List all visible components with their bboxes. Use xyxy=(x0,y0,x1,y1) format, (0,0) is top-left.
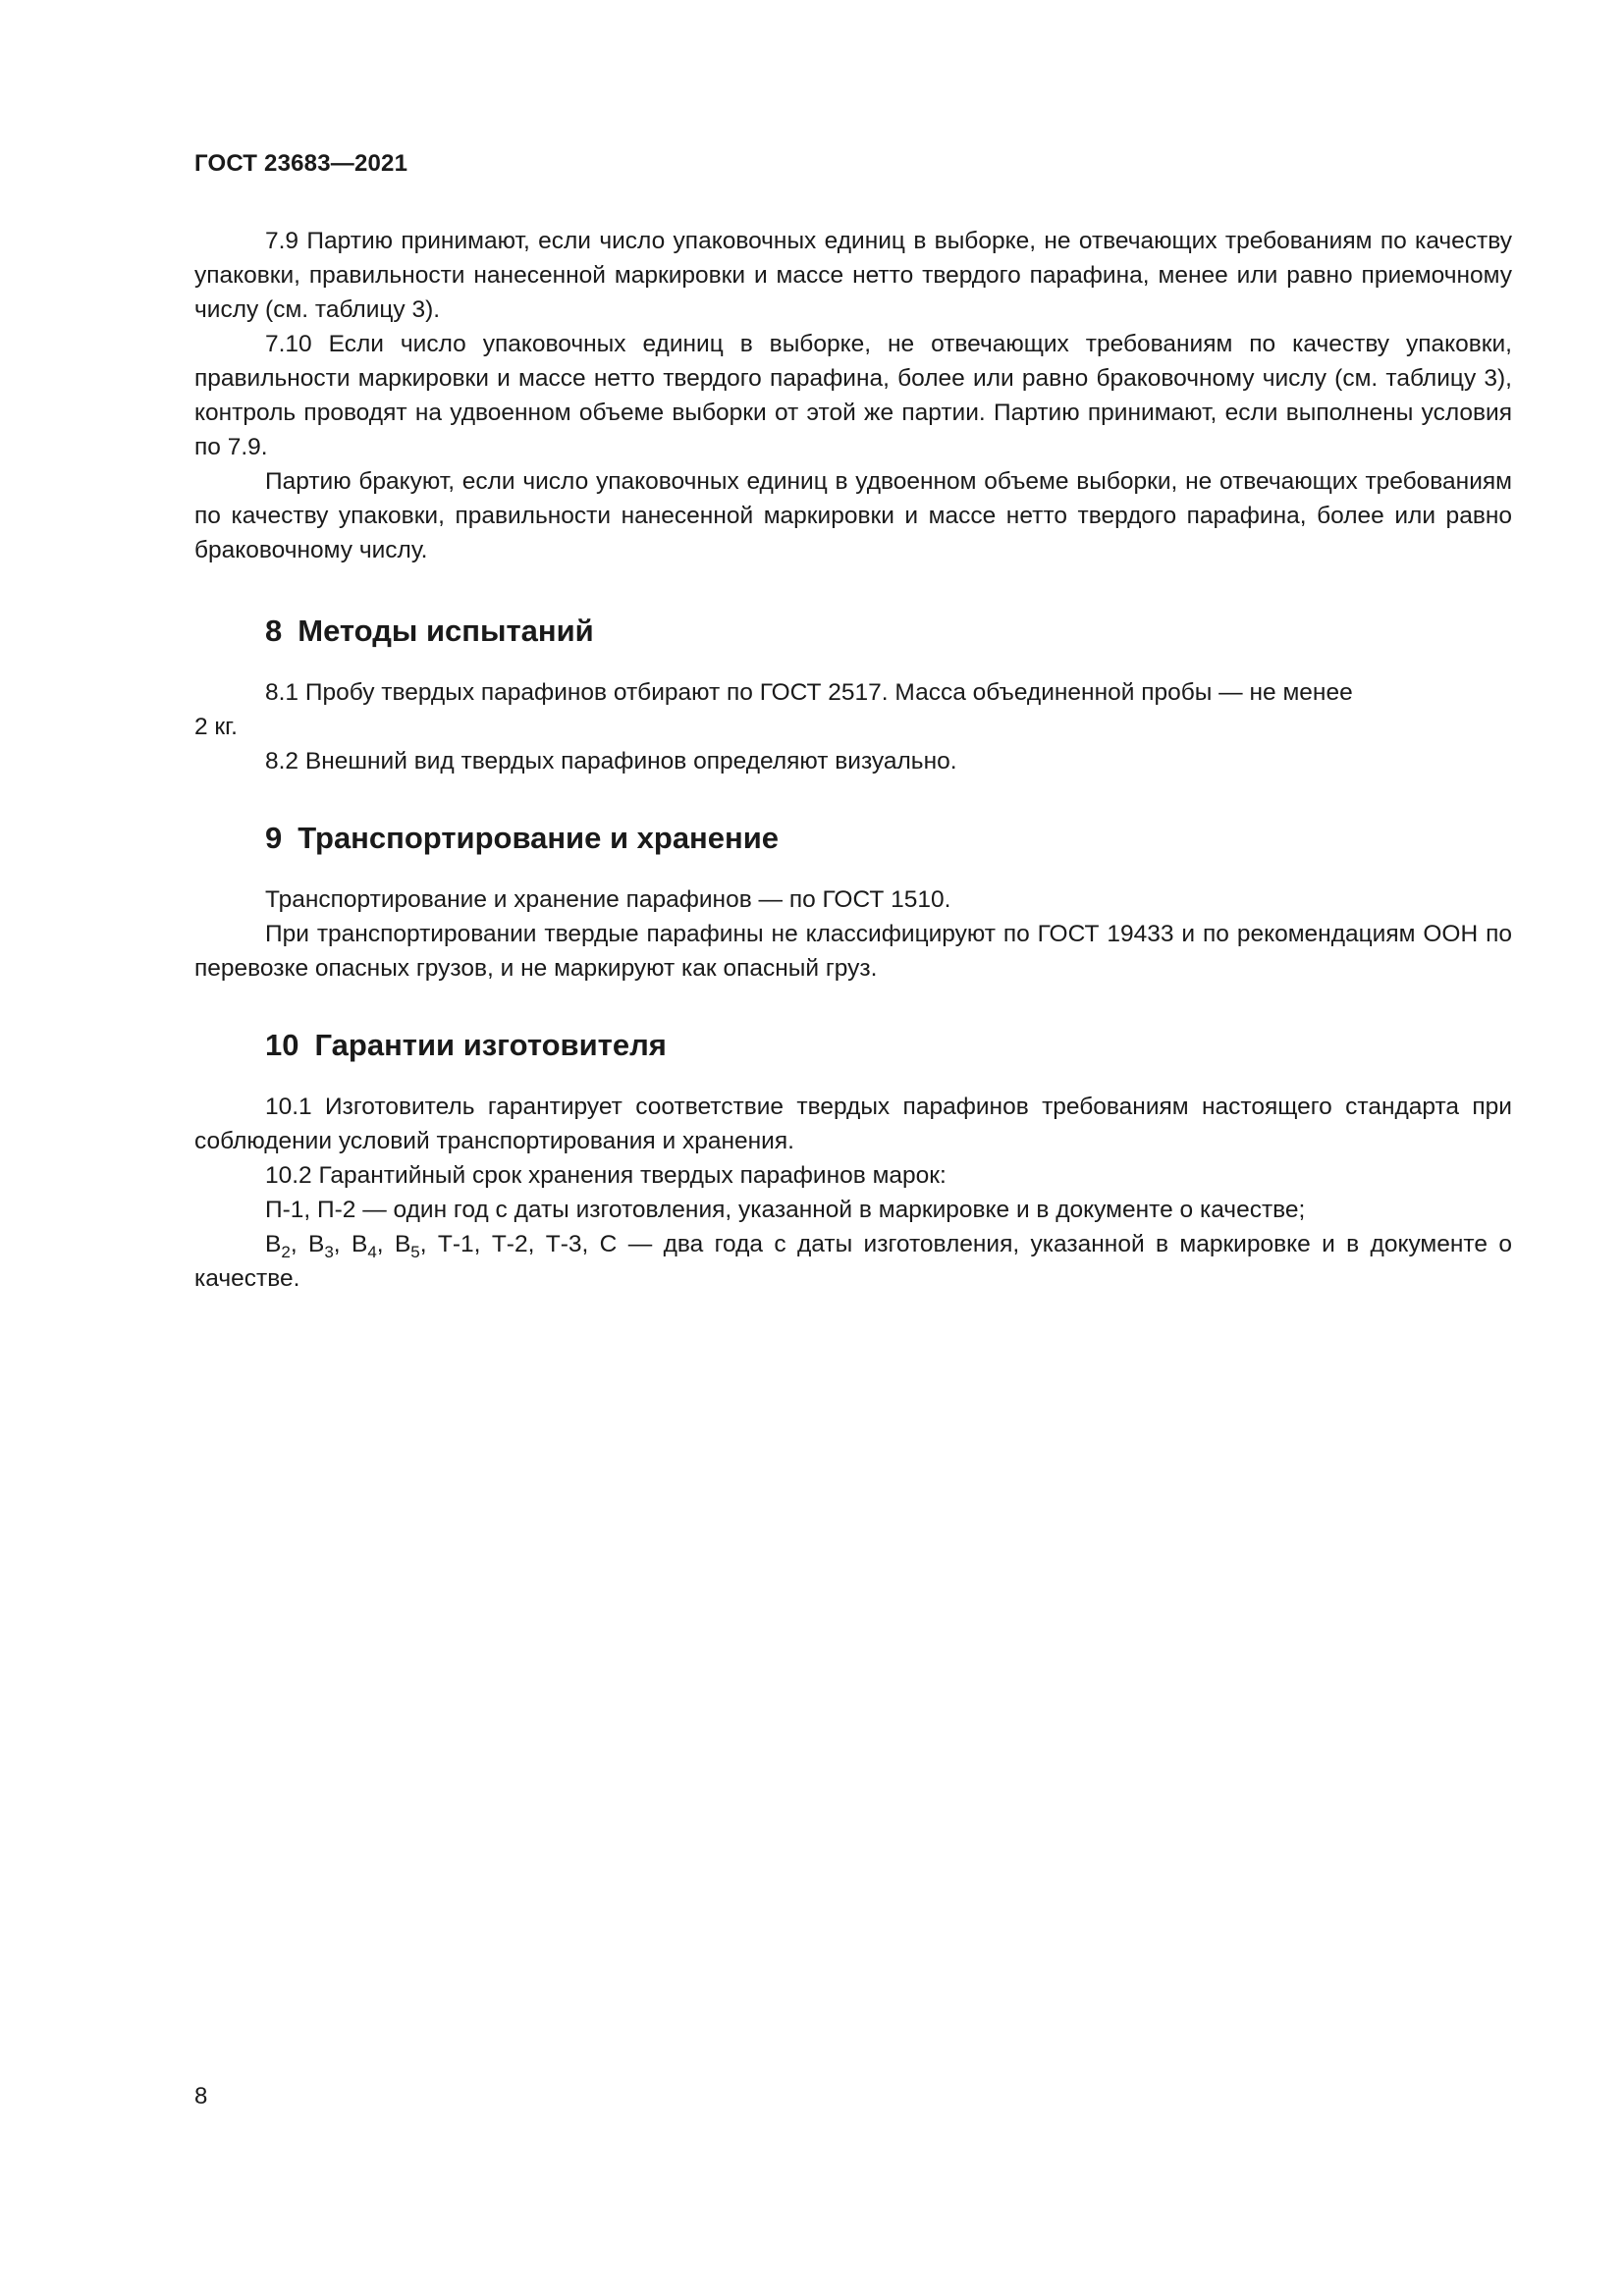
section-10-heading xyxy=(194,1026,1512,1065)
document-header: ГОСТ 23683—2021 xyxy=(194,150,408,177)
paragraph-9-1: Транспортирование и хранение парафинов — по ГОСТ 1510. xyxy=(265,886,951,913)
grade-b3: $В_3$ xyxy=(307,1231,334,1261)
paragraph-9-2: При транспортировании твердые парафины не классифицируют по ГОСТ 19433 и по рекомендациям ООН по перевозке опасных грузов, и не маркируют как опасный груз. xyxy=(194,921,1512,982)
section-8-number: 8 xyxy=(265,614,283,648)
document-body xyxy=(194,224,1512,1296)
paragraph-7-9: 7.9 Партию принимают, если число упаковочных единиц в выборке, не отвечающих требованиям по качеству упаковки, правильности нанесенной маркировки и массе нетто твердого парафина, менее или равно приемочному числу (см. таблицу 3). xyxy=(194,228,1512,323)
section-10-number: 10 xyxy=(265,1028,299,1062)
grade-b4: $В_4$ xyxy=(351,1231,377,1261)
grades-remainder: , Т-1, Т-2, Т-3, С — два года с даты изготовления, указанной в маркировке и в документе о качестве. xyxy=(194,1231,1512,1292)
section-8-title: Методы испытаний xyxy=(298,614,594,648)
section-9-title: Транспортирование и хранение xyxy=(298,821,780,855)
paragraph-8-2: 8.2 Внешний вид твердых парафинов определяют визуально. xyxy=(265,748,957,774)
paragraph-7-10-reject: Партию бракуют, если число упаковочных единиц в удвоенном объеме выборки, не отвечающих требованиям по качеству упаковки, правильности нанесенной маркировки и массе нетто твердого парафина, более или равно браковочному числу. xyxy=(194,468,1512,563)
section-9-number: 9 xyxy=(265,821,283,855)
paragraph-10-1: 10.1 Изготовитель гарантирует соответствие твердых парафинов требованиям настоящего стандарта при соблюдении условий транспортирования и хранения. xyxy=(194,1094,1512,1154)
paragraph-10-2: 10.2 Гарантийный срок хранения твердых парафинов марок: xyxy=(265,1162,947,1189)
section-8-heading xyxy=(194,612,1512,651)
paragraph-7-10: 7.10 Если число упаковочных единиц в выборке, не отвечающих требованиям по качеству упаковки, правильности маркировки и массе нетто твердого парафина, более или равно браковочному числу (см. таблицу 3), контроль проводят на удвоенном объеме выборки от этой же партии. Партию принимают, если выполнены условия по 7.9. xyxy=(194,331,1512,460)
paragraph-10-2-p-grades: П-1, П-2 — один год с даты изготовления, указанной в маркировке и в документе о качестве; xyxy=(265,1197,1306,1223)
paragraph-8-1: 8.1 Пробу твердых парафинов отбирают по ГОСТ 2517. Масса объединенной пробы — не менее xyxy=(265,679,1353,706)
section-9-heading xyxy=(194,819,1512,858)
grade-b5: $В_5$ xyxy=(394,1231,420,1261)
grade-b2: $В_2$ xyxy=(265,1231,291,1261)
paragraph-10-2-other-grades: $В_2$, $В_3$, $В_4$, $В_5$, Т-1, Т-2, Т-3, С — два года с даты изготовления, указанной в маркировке и в документе о качестве. xyxy=(194,1231,1512,1292)
section-10-title: Гарантии изготовителя xyxy=(314,1028,667,1062)
paragraph-8-1-continued: 2 кг. xyxy=(194,714,238,740)
page-number: 8 xyxy=(194,2083,208,2109)
